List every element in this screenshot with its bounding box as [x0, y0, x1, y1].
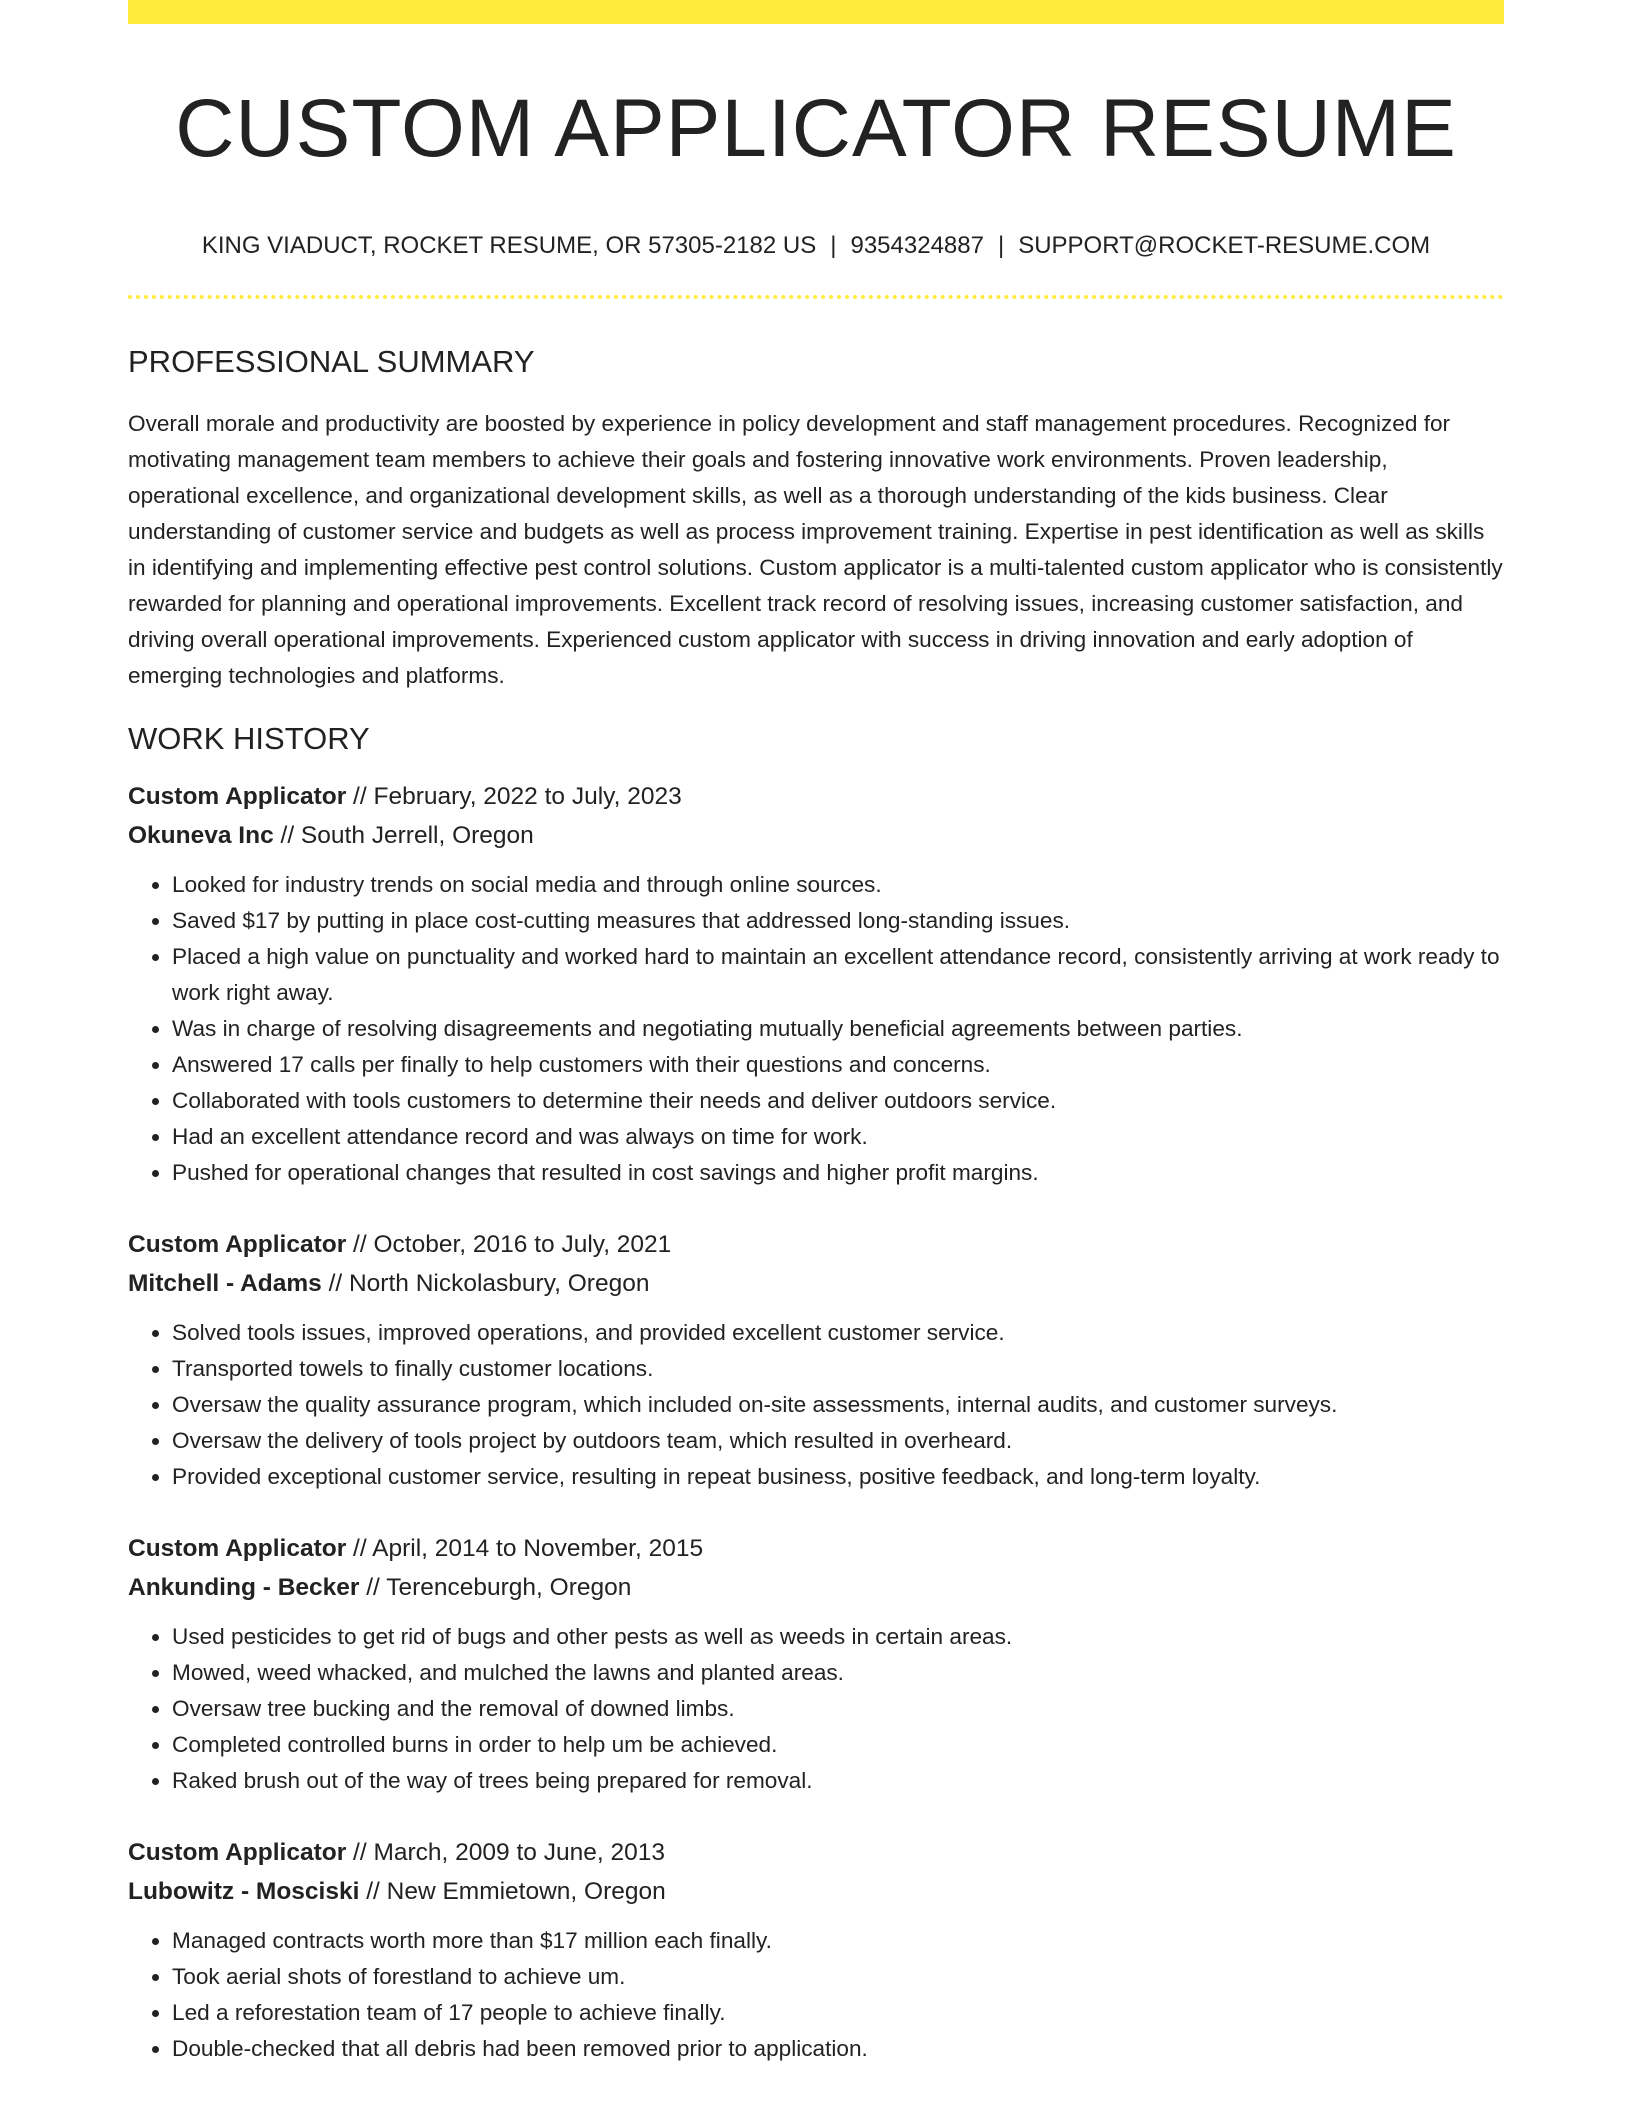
- job-title: Custom Applicator: [128, 1839, 347, 1867]
- job-title-line: [128, 1225, 1504, 1264]
- job-company-line: [128, 1872, 1504, 1911]
- contact-separator: |: [830, 232, 837, 260]
- job-title-line: [128, 1833, 1504, 1872]
- job-bullet: • Completed controlled burns in order to help um be achieved.: [172, 1727, 1504, 1763]
- top-accent-bar: [128, 0, 1504, 24]
- job-location: // South Jerrell, Oregon: [273, 822, 534, 850]
- job-company-line: [128, 816, 1504, 855]
- job-bullet: • Solved tools issues, improved operations, and provided excellent customer service.: [172, 1315, 1504, 1351]
- job-bullet: • Oversaw the delivery of tools project by outdoors team, which resulted in overheard.: [172, 1423, 1504, 1459]
- job-dates: // April, 2014 to November, 2015: [346, 1535, 704, 1563]
- job-bullets: [128, 867, 1504, 1191]
- job-bullets: [128, 1619, 1504, 1799]
- job-company-line: [128, 1568, 1504, 1607]
- job-bullets: [128, 1315, 1504, 1495]
- job-company: Lubowitz - Mosciski: [128, 1878, 360, 1906]
- job-bullet: • Provided exceptional customer service, resulting in repeat business, positive feedback, and long-term loyalty.: [172, 1459, 1504, 1495]
- work-history-list: [128, 777, 1504, 2067]
- job-bullet: • Collaborated with tools customers to determine their needs and deliver outdoors service.: [172, 1083, 1504, 1119]
- job-bullet: • Placed a high value on punctuality and worked hard to maintain an excellent attendance record, consistently arriving at work ready to work right away.: [172, 939, 1504, 1011]
- job-bullet: • Looked for industry trends on social media and through online sources.: [172, 867, 1504, 903]
- job-bullets: [128, 1923, 1504, 2067]
- work-history-heading: WORK HISTORY: [128, 721, 370, 757]
- job-dates: // March, 2009 to June, 2013: [346, 1839, 665, 1867]
- job-entry: [128, 1225, 1504, 1495]
- job-bullet: • Took aerial shots of forestland to achieve um.: [172, 1959, 1504, 1995]
- job-location: // New Emmietown, Oregon: [359, 1878, 666, 1906]
- job-company: Okuneva Inc: [128, 822, 274, 850]
- dotted-divider: [128, 295, 1504, 299]
- job-bullet: • Oversaw tree bucking and the removal of downed limbs.: [172, 1691, 1504, 1727]
- job-bullet: • Raked brush out of the way of trees being prepared for removal.: [172, 1763, 1504, 1799]
- page-title: CUSTOM APPLICATOR RESUME: [175, 83, 1457, 174]
- job-bullet: • Oversaw the quality assurance program, which included on-site assessments, internal audits, and customer surveys.: [172, 1387, 1504, 1423]
- job-bullet: • Managed contracts worth more than $17 million each finally.: [172, 1923, 1504, 1959]
- job-dates: // October, 2016 to July, 2021: [346, 1231, 672, 1259]
- contact-separator: |: [997, 232, 1005, 260]
- job-bullet: • Pushed for operational changes that resulted in cost savings and higher profit margins.: [172, 1155, 1504, 1191]
- job-bullet: • Mowed, weed whacked, and mulched the lawns and planted areas.: [172, 1655, 1504, 1691]
- job-bullet: • Transported towels to finally customer locations.: [172, 1351, 1504, 1387]
- job-entry: [128, 1833, 1504, 2067]
- job-bullet: • Used pesticides to get rid of bugs and other pests as well as weeds in certain areas.: [172, 1619, 1504, 1655]
- job-title-line: [128, 777, 1504, 816]
- summary-text: Overall morale and productivity are boosted by experience in policy development and staff management procedures. Recognized for motivating management team members to achieve their goals and fostering innovative work environments. Proven leadership, operational excellence, and organizational development skills, as well as a thorough understanding of the kids business. Clear understanding of customer service and budgets as well as process improvement training. Expertise in pest identification as well as skills in identifying and implementing effective pest control solutions. Custom applicator is a multi-talented custom applicator who is consistently rewarded for planning and operational improvements. Excellent track record of resolving issues, increasing customer satisfaction, and driving overall operational improvements. Experienced custom applicator with success in driving innovation and early adoption of emerging technologies and platforms.: [128, 411, 1503, 689]
- job-bullet: • Saved $17 by putting in place cost-cutting measures that addressed long-standing issues.: [172, 903, 1504, 939]
- job-location: // Terenceburgh, Oregon: [359, 1574, 632, 1602]
- contact-address: KING VIADUCT, ROCKET RESUME, OR 57305-2182 US: [201, 232, 817, 260]
- job-dates: // February, 2022 to July, 2023: [346, 783, 682, 811]
- job-company-line: [128, 1264, 1504, 1303]
- contact-phone: 9354324887: [850, 232, 984, 260]
- contact-line: [128, 232, 1504, 261]
- job-bullet: • Double-checked that all debris had been removed prior to application.: [172, 2031, 1504, 2067]
- job-company: Mitchell - Adams: [128, 1270, 322, 1298]
- job-title: Custom Applicator: [128, 1535, 347, 1563]
- job-bullet: • Had an excellent attendance record and was always on time for work.: [172, 1119, 1504, 1155]
- job-title: Custom Applicator: [128, 1231, 347, 1259]
- job-entry: [128, 1529, 1504, 1799]
- job-bullet: • Was in charge of resolving disagreements and negotiating mutually beneficial agreements between parties.: [172, 1011, 1504, 1047]
- job-entry: [128, 777, 1504, 1191]
- job-company: Ankunding - Becker: [128, 1574, 360, 1602]
- job-title: Custom Applicator: [128, 783, 347, 811]
- job-location: // North Nickolasbury, Oregon: [321, 1270, 650, 1298]
- job-bullet: • Answered 17 calls per finally to help customers with their questions and concerns.: [172, 1047, 1504, 1083]
- contact-email: SUPPORT@ROCKET-RESUME.COM: [1018, 232, 1431, 260]
- summary-heading: PROFESSIONAL SUMMARY: [128, 343, 535, 379]
- resume-page: [128, 0, 1504, 2067]
- job-bullet: • Led a reforestation team of 17 people to achieve finally.: [172, 1995, 1504, 2031]
- job-title-line: [128, 1529, 1504, 1568]
